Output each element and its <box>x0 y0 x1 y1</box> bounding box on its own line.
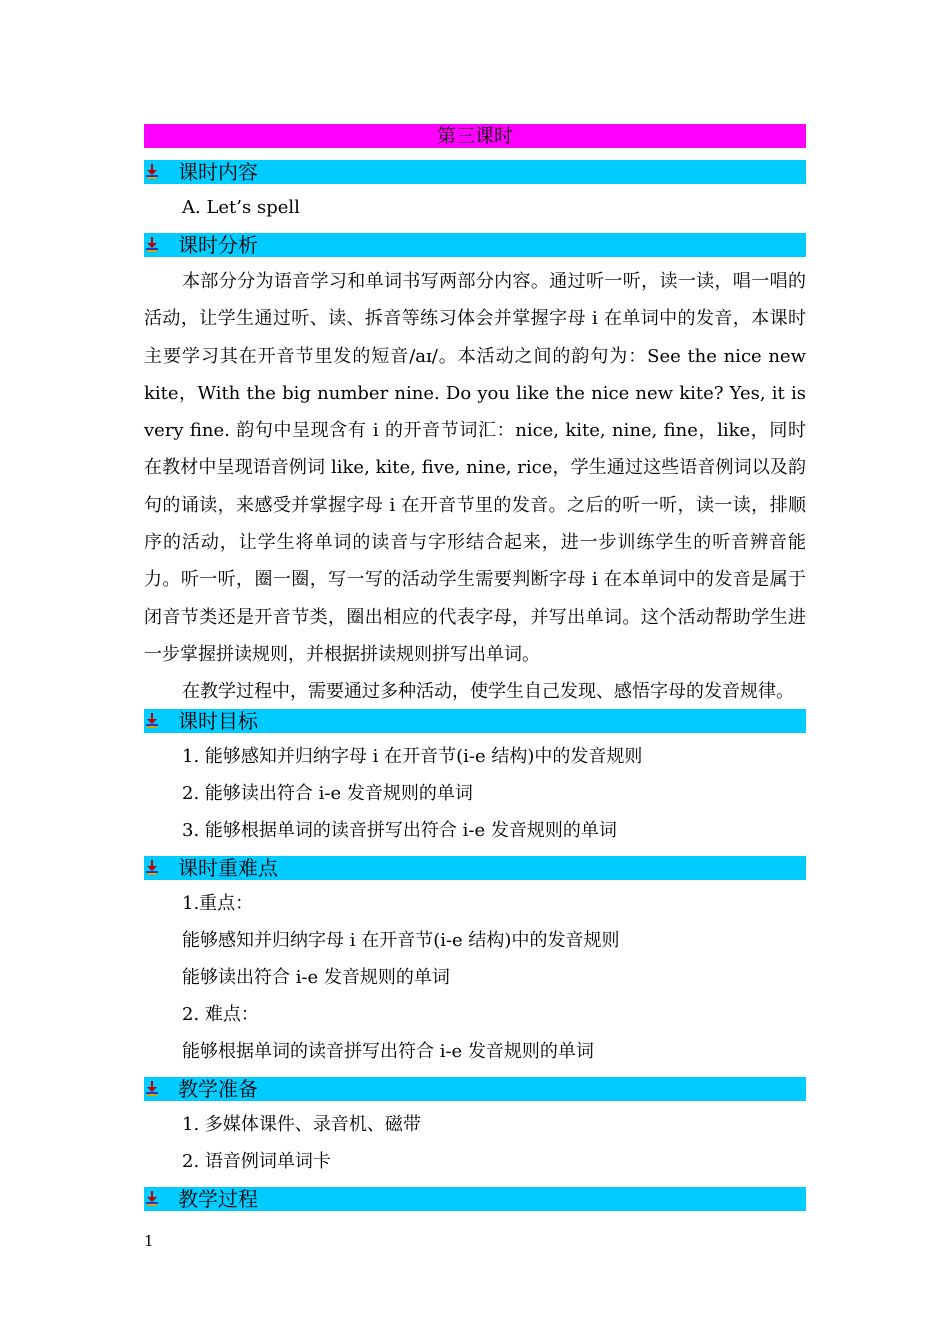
analysis-paragraph: 在教学过程中，需要通过多种活动，使学生自己发现、感悟字母的发音规律。 <box>182 681 794 703</box>
section-heading-text: 教学准备 <box>178 1076 258 1101</box>
prep-item: 2. 语音例词单词卡 <box>182 1150 331 1172</box>
section-heading-content <box>144 160 806 184</box>
goal-item: 2. 能够读出符合 i-e 发音规则的单词 <box>182 782 473 804</box>
analysis-paragraph: 本部分分为语音学习和单词书写两部分内容。通过听一听，读一读，唱一唱的活动，让学生通过听、读、拆音等练习体会并掌握字母 i 在单词中的发音，本课时主要学习其在开音节里发的短音/aɪ/。本活动之间的韵句为：See the nice new kite，With the big number nine. Do you like the nice new kite? Yes, it is very fine. 韵句中呈现含有 i 的开音节词汇：nice, kite, nine, fine，like，同时在教材中呈现语音例词 like, kite, five, nine, rice，学生通过这些语音例词以及韵句的诵读，来感受并掌握字母 i 在开音节里的发音。之后的听一听，读一读，排顺序的活动，让学生将单词的读音与字形结合起来，进一步训练学生的听音辨音能力。听一听，圈一圈，写一写的活动学生需要判断字母 i 在本单词中的发音是属于闭音节类还是开音节类，圈出相应的代表字母，并写出单词。这个活动帮助学生进一步掌握拼读规则，并根据拼读规则拼写出单词。 <box>144 271 806 665</box>
section-heading-text: 课时重难点 <box>178 855 278 880</box>
book-stack-icon <box>146 860 158 876</box>
key-point-line: 能够读出符合 i-e 发音规则的单词 <box>182 966 450 988</box>
content-line: A. Let’s spell <box>182 197 300 218</box>
document-page <box>144 124 806 1223</box>
section-heading-key-points <box>144 856 806 880</box>
prep-item: 1. 多媒体课件、录音机、磁带 <box>182 1113 421 1135</box>
section-heading-text: 课时目标 <box>178 708 258 733</box>
book-stack-icon <box>146 1081 158 1097</box>
key-point-line: 2. 难点： <box>182 1003 259 1025</box>
section-heading-goals <box>144 709 806 733</box>
section-heading-analysis <box>144 233 806 257</box>
section-heading-prep <box>144 1077 806 1101</box>
book-stack-icon <box>146 164 158 180</box>
key-point-line: 能够根据单词的读音拼写出符合 i-e 发音规则的单词 <box>182 1040 594 1062</box>
section-heading-text: 教学过程 <box>178 1186 258 1211</box>
section-heading-text: 课时分析 <box>178 233 258 257</box>
book-stack-icon <box>146 1191 158 1207</box>
book-stack-icon <box>146 237 158 253</box>
key-point-line: 1.重点： <box>182 892 254 914</box>
section-heading-text: 课时内容 <box>178 160 258 184</box>
page-number: 1 <box>144 1232 154 1250</box>
section-heading-process <box>144 1187 806 1211</box>
page-title: 第三课时 <box>144 124 806 148</box>
goal-item: 3. 能够根据单词的读音拼写出符合 i-e 发音规则的单词 <box>182 819 617 841</box>
book-stack-icon <box>146 713 158 729</box>
analysis-body <box>144 263 806 711</box>
goal-item: 1. 能够感知并归纳字母 i 在开音节(i-e 结构)中的发音规则 <box>182 745 643 767</box>
key-point-line: 能够感知并归纳字母 i 在开音节(i-e 结构)中的发音规则 <box>182 929 620 951</box>
